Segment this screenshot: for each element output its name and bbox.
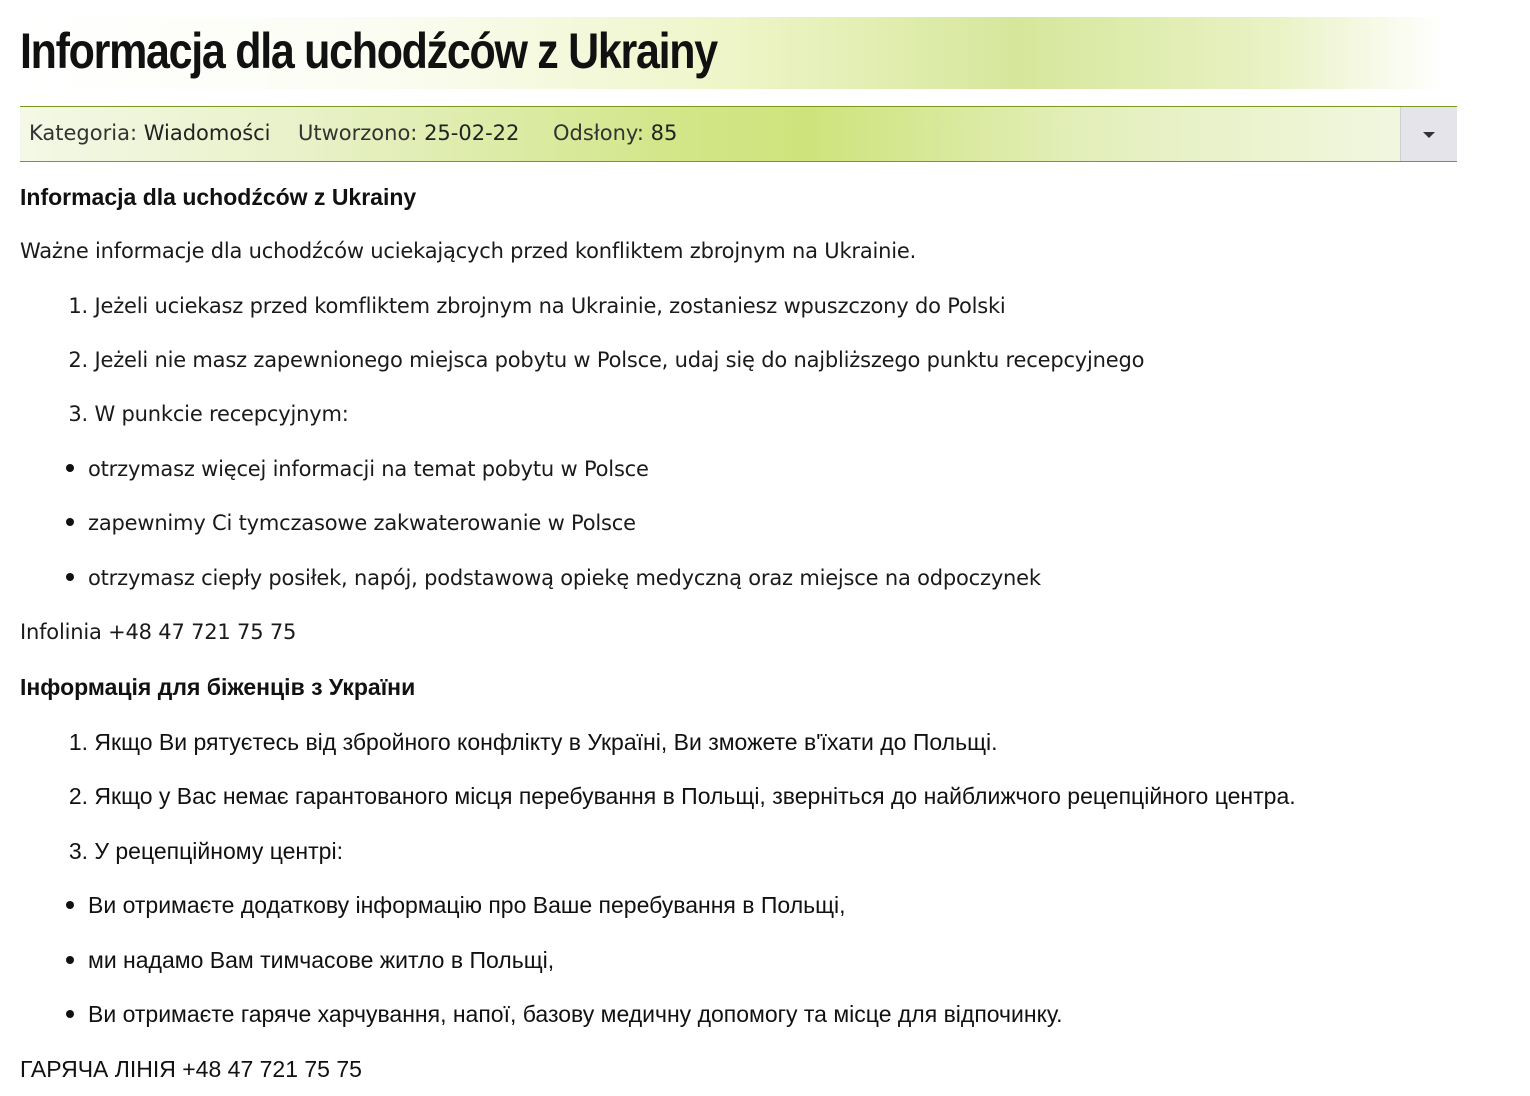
bullet-dot-icon [66,464,74,472]
meta-category-value[interactable]: Wiadomości [143,121,271,145]
pl-bullet-text: otrzymasz więcej informacji na temat pobytu w Polsce [88,457,649,481]
meta-category [29,119,271,147]
bullet-dot-icon [66,956,74,964]
bullet-dot-icon [66,518,74,526]
pl-step-text: Jeżeli uciekasz przed komfliktem zbrojnym na Ukrainie, zostaniesz wpuszczony do Polski [94,294,1006,318]
ua-step-text: У рецепційному центрі: [94,838,343,864]
ua-bullet-text: ми надамо Вам тимчасове житло в Польщі, [88,947,555,973]
meta-created [298,119,519,147]
pl-step [20,387,349,441]
meta-created-label: Utworzono: [298,121,418,145]
pl-heading: Informacja dla uchodźców z Ukrainy [20,184,417,210]
pl-bullet-item [20,496,636,550]
meta-views-label: Odsłony: [553,121,644,145]
pl-bullet-text: zapewnimy Ci tymczasowe zakwaterowanie w Polsce [88,511,636,535]
ua-bullet-item [20,878,846,932]
pl-bullet-item [20,551,1041,605]
ua-bullet-item [20,987,1063,1041]
ua-step-text: Якщо у Вас немає гарантованого місця перебування в Польщі, зверніться до найближчого рецепційного центра. [94,783,1296,809]
meta-category-label: Kategoria: [29,121,138,145]
pl-step-text: W punkcie recepcyjnym: [94,402,349,426]
article-meta-bar [20,106,1457,162]
meta-views-value: 85 [650,121,678,145]
ua-step-number: 2. [68,783,88,809]
ua-heading: Інформація для біженців з України [20,674,416,700]
ua-step [20,769,1296,823]
pl-step-text: Jeżeli nie masz zapewnionego miejsca pobytu w Polsce, udaj się do najbliższego punktu recepcyjnego [94,348,1145,372]
pl-step-number: 1. [68,294,88,318]
pl-bullet-item [20,442,649,496]
ua-step-number: 3. [68,838,88,864]
chevron-down-icon [1423,132,1435,138]
page-title: Informacja dla uchodźców z Ukrainy [20,23,717,79]
ua-step-text: Якщо Ви рятуєтесь від збройного конфлікту в Україні, Ви зможете в'їхати до Польщі. [94,729,998,755]
pl-step-number: 2. [68,348,88,372]
article-tools-toggle-button[interactable] [1400,107,1457,161]
pl-step [20,333,1144,387]
pl-step [20,279,1006,333]
bullet-dot-icon [66,573,74,581]
pl-bullet-text: otrzymasz ciepły posiłek, napój, podstawową opiekę medyczną oraz miejsce na odpoczynek [88,566,1041,590]
ua-step-number: 1. [68,729,88,755]
meta-created-value: 25-02-22 [424,121,520,145]
ua-hotline: ГАРЯЧА ЛІНІЯ +48 47 721 75 75 [20,1056,362,1082]
meta-views [553,119,677,147]
ua-step [20,715,998,769]
ua-bullet-text: Ви отримаєте додаткову інформацію про Ваше перебування в Польщі, [88,892,846,918]
pl-step-number: 3. [68,402,88,426]
pl-intro: Ważne informacje dla uchodźców uciekających przed konfliktem zbrojnym na Ukrainie. [20,239,917,263]
pl-hotline: Infolinia +48 47 721 75 75 [20,620,297,644]
ua-bullet-text: Ви отримаєте гаряче харчування, напої, базову медичну допомогу та місце для відпочинку. [88,1001,1063,1027]
bullet-dot-icon [66,1010,74,1018]
bullet-dot-icon [66,901,74,909]
ua-step [20,824,343,878]
ua-bullet-item [20,933,554,987]
